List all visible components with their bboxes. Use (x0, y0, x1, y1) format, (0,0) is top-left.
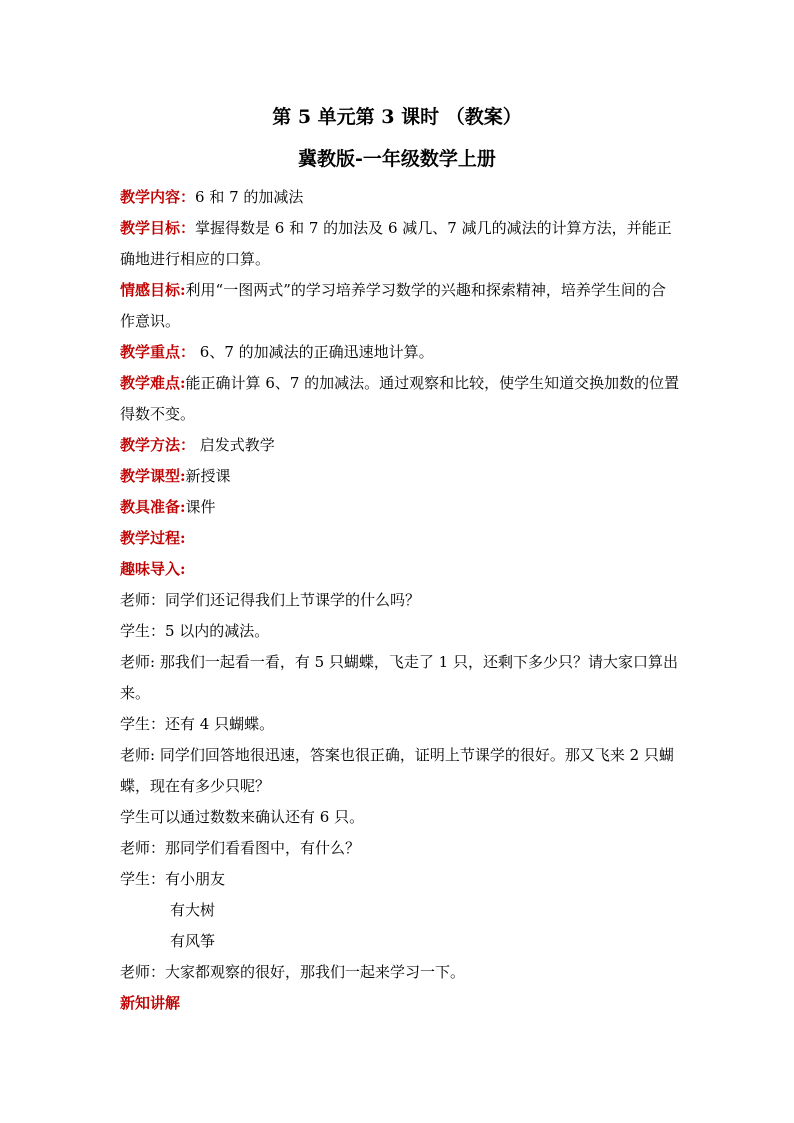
teaching-content-label: 教学内容： (120, 188, 196, 206)
teaching-key-point-label: 教学重点： (120, 343, 196, 361)
teaching-method-value: 启发式教学 (195, 436, 275, 454)
dialogue-line: 学生：有小朋友 (120, 870, 226, 888)
dialogue-line: 学生：5 以内的减法。 (120, 622, 270, 640)
teaching-tools-value: 课件 (185, 498, 216, 516)
dialogue-line-indented: 有风筝 (170, 932, 216, 950)
teaching-goal (120, 213, 680, 275)
teaching-tools-label: 教具准备: (120, 498, 186, 516)
teaching-goal-label: 教学目标： (120, 219, 196, 237)
emotion-goal-value: 利用“一图两式”的学习培养学习数学的兴趣和探索精神，培养学生间的合作意识。 (120, 281, 666, 330)
teaching-difficulty-value: 能正确计算 6、7 的加减法。通过观察和比较，使学生知道交换加数的位置得数不变。 (120, 374, 680, 423)
dialogue-line: 学生：还有 4 只蝴蝶。 (120, 715, 275, 733)
dialogue-line: 老师：同学们还记得我们上节课学的什么吗？ (120, 591, 421, 609)
dialogue-line: 老师: 同学们回答地很迅速，答案也很正确，证明上节课学的很好。那又飞来 2 只蝴蝶，现在有多少只呢？ (120, 746, 674, 795)
emotion-goal-label: 情感目标: (120, 281, 186, 299)
dialogue-line: 老师: 那我们一起看一看，有 5 只蝴蝶，飞走了 1 只，还剩下多少只？请大家口算出来。 (120, 653, 678, 702)
teaching-content (120, 182, 680, 213)
section-heading-new-knowledge: 新知讲解 (120, 994, 181, 1012)
page-title: 第 5 单元第 3 课时 （教案） (272, 106, 522, 128)
teaching-method (120, 430, 680, 461)
lesson-type (120, 461, 680, 492)
teaching-content-value: 6 和 7 的加减法 (195, 188, 304, 206)
emotion-goal (120, 275, 680, 337)
dialogue-line-indented: 有大树 (170, 901, 216, 919)
dialogue-line: 老师：那同学们看看图中，有什么？ (120, 839, 361, 857)
teaching-tools (120, 492, 680, 523)
teaching-key-point-value: 6、7 的加减法的正确迅速地计算。 (195, 343, 434, 361)
page-subtitle: 冀教版-一年级数学上册 (298, 148, 496, 170)
teaching-difficulty-label: 教学难点: (120, 374, 186, 392)
lesson-body (120, 182, 680, 1019)
dialogue-line: 学生可以通过数数来确认还有 6 只。 (120, 808, 365, 826)
lesson-type-value: 新授课 (185, 467, 231, 485)
teaching-goal-value: 掌握得数是 6 和 7 的加法及 6 减几、7 减几的减法的计算方法，并能正确地进行相应的口算。 (120, 219, 672, 268)
dialogue-line: 老师：大家都观察的很好，那我们一起来学习一下。 (120, 963, 466, 981)
section-heading-process: 教学过程: (120, 529, 186, 547)
teaching-method-label: 教学方法： (120, 436, 196, 454)
lesson-type-label: 教学课型: (120, 467, 186, 485)
teaching-key-point (120, 337, 680, 368)
section-heading-intro: 趣味导入: (120, 560, 186, 578)
teaching-difficulty (120, 368, 680, 430)
